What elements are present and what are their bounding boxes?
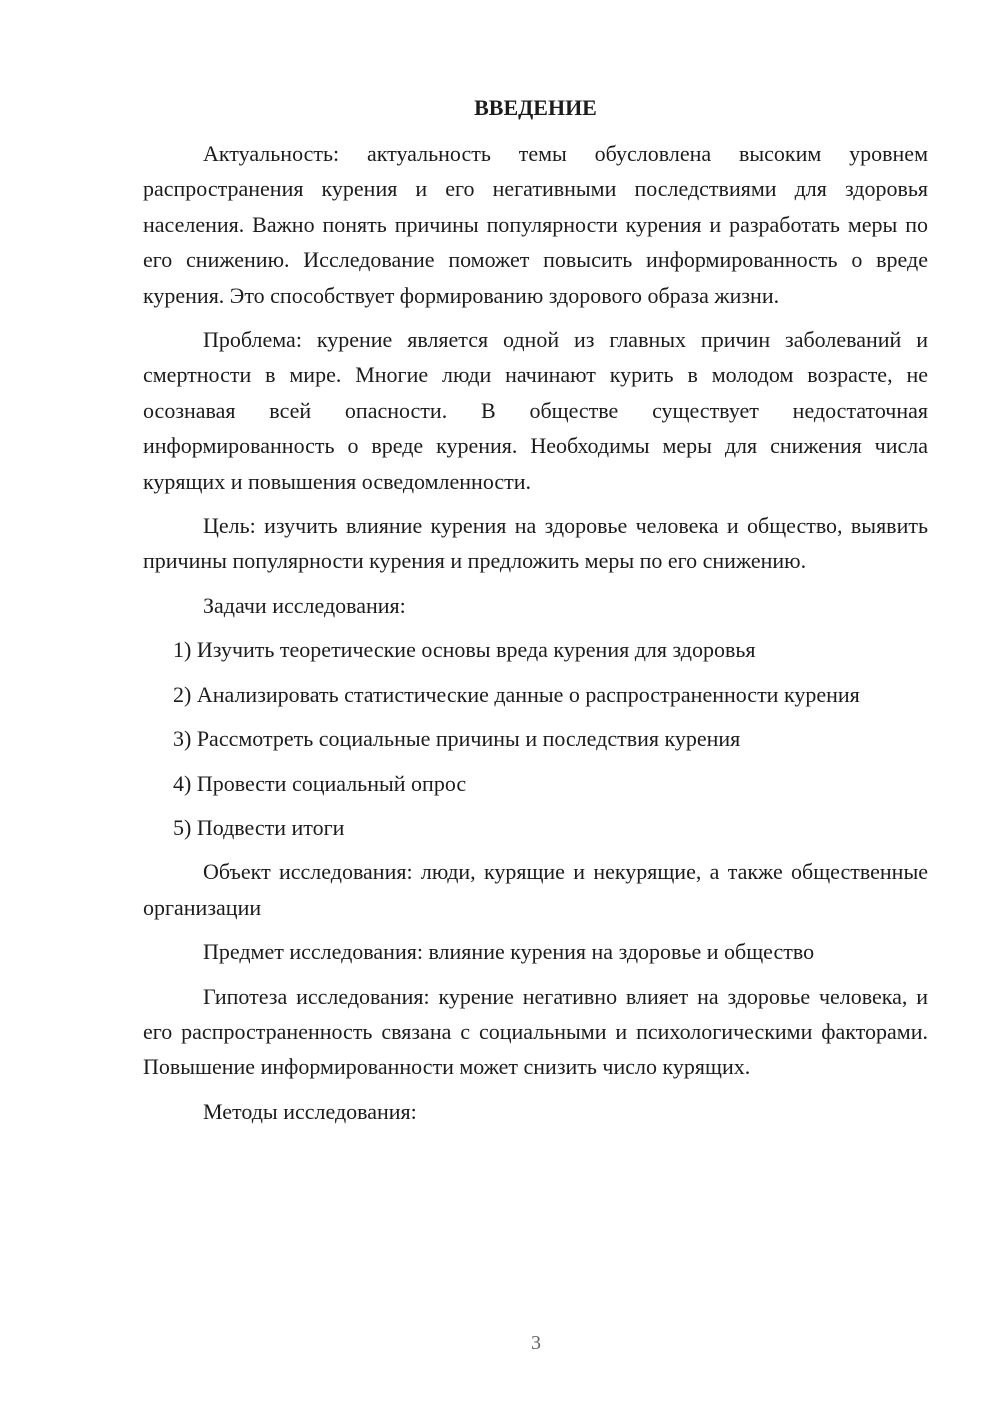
page-title: ВВЕДЕНИЕ <box>474 95 597 120</box>
document-page <box>143 92 928 1138</box>
methods-heading: Методы исследования: <box>203 1098 417 1124</box>
task-item-1: 1) Изучить теоретические основы вреда курения для здоровья <box>173 637 756 663</box>
task-item-4: 4) Провести социальный опрос <box>173 770 467 796</box>
subject-paragraph: Предмет исследования: влияние курения на здоровье и общество <box>203 939 815 965</box>
object-paragraph: Объект исследования: люди, курящие и некурящие, а также общественные организации <box>143 859 928 920</box>
page-number: 3 <box>531 1332 541 1354</box>
relevance-paragraph: Актуальность: актуальность темы обусловлена высоким уровнем распространения курения и его негативными последствиями для здоровья населения. Важно понять причины популярности курения и разработать меры по его снижению. Исследование поможет повысить информированность о вреде курения. Это способствует формированию здорового образа жизни. <box>143 141 928 308</box>
task-item-5: 5) Подвести итоги <box>173 814 345 840</box>
tasks-heading: Задачи исследования: <box>203 592 406 618</box>
task-item-2: 2) Анализировать статистические данные о распространенности курения <box>173 681 860 707</box>
hypothesis-paragraph: Гипотеза исследования: курение негативно влияет на здоровье человека, и его распространенность связана с социальными и психологическими факторами. Повышение информированности может снизить число курящих. <box>143 983 928 1080</box>
goal-paragraph: Цель: изучить влияние курения на здоровье человека и общество, выявить причины популярности курения и предложить меры по его снижению. <box>143 513 928 574</box>
task-item-3: 3) Рассмотреть социальные причины и последствия курения <box>173 726 741 752</box>
problem-paragraph: Проблема: курение является одной из главных причин заболеваний и смертности в мире. Многие люди начинают курить в молодом возрасте, не осознавая всей опасности. В обществе существует недостаточная информированность о вреде курения. Необходимы меры для снижения числа курящих и повышения осведомленности. <box>143 327 928 494</box>
